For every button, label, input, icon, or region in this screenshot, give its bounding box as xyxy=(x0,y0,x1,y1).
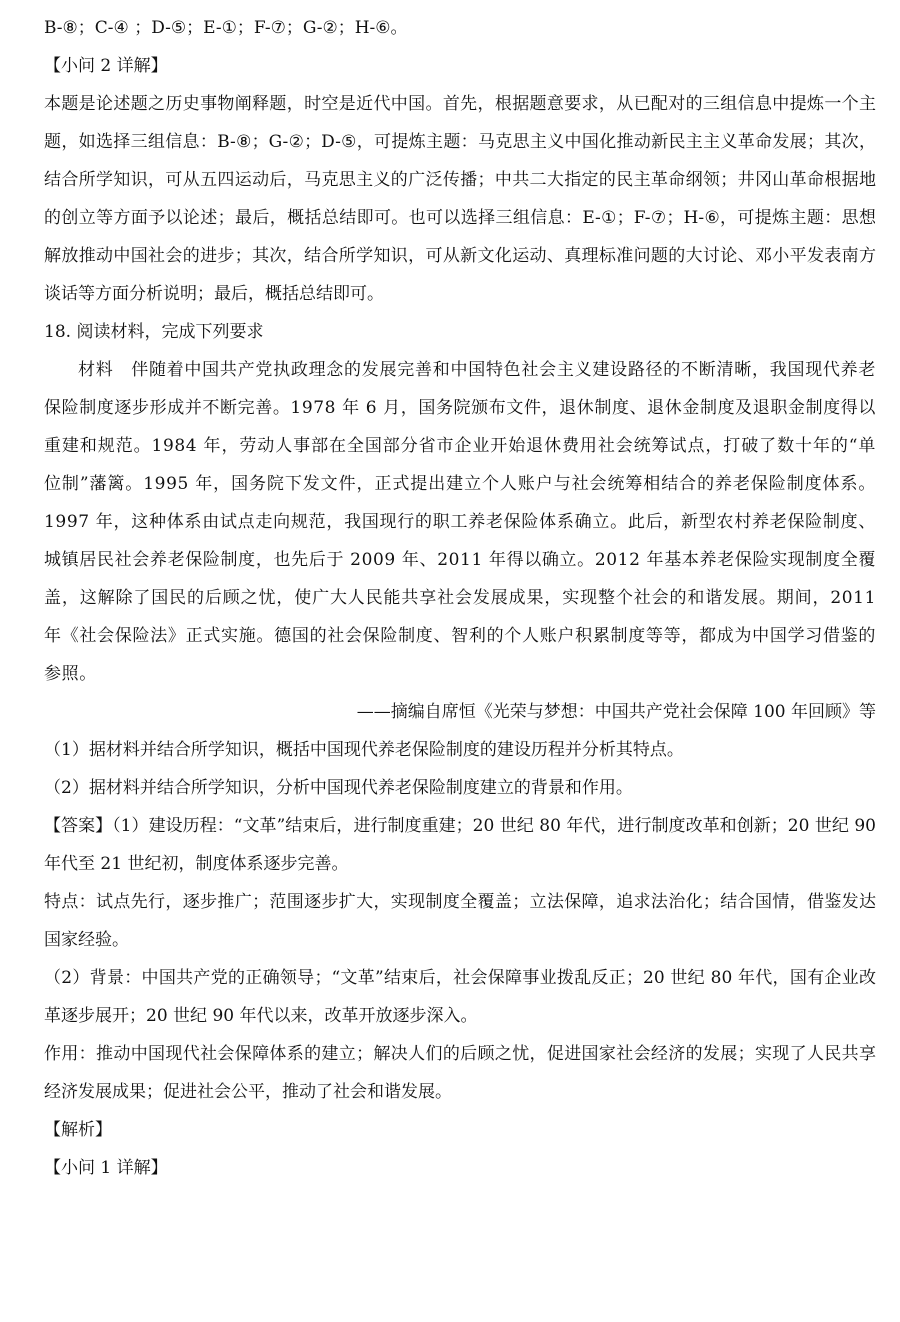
question-18-part-2: （2）据材料并结合所学知识，分析中国现代养老保险制度建立的背景和作用。 xyxy=(44,778,633,798)
document-page xyxy=(44,0,876,1187)
analysis-heading: 【解析】 xyxy=(44,1120,112,1140)
question-18-part-1: （1）据材料并结合所学知识，概括中国现代养老保险制度的建设历程并分析其特点。 xyxy=(44,740,684,760)
answer-effects: 作用：推动中国现代社会保障体系的建立；解决人们的后顾之忧，促进国家社会经济的发展；实现了人民共享经济发展成果；促进社会公平，推动了社会和谐发展。 xyxy=(44,1044,876,1102)
material-source: ——摘编自席恒《光荣与梦想：中国共产党社会保障 100 年回顾》等 xyxy=(356,702,876,722)
material-paragraph: 材料 伴随着中国共产党执政理念的发展完善和中国特色社会主义建设路径的不断清晰，我国现代养老保险制度逐步形成并不断完善。1978 年 6 月，国务院颁布文件，退休制度、退休金制度及退职金制度得以重建和规范。1984 年，劳动人事部在全国部分省市企业开始退休费用社会统筹试点，打破了数十年的“单位制”藩篱。1995 年，国务院下发文件，正式提出建立个人账户与社会统筹相结合的养老保险制度体系。1997 年，这种体系由试点走向规范，我国现行的职工养老保险体系确立。此后，新型农村养老保险制度、城镇居民社会养老保险制度，也先后于 2009 年、2011 年得以确立。2012 年基本养老保险实现制度全覆盖，这解除了国民的后顾之忧，使广大人民能共享社会发展成果，实现整个社会的和谐发展。期间，2011 年《社会保险法》正式实施。德国的社会保险制度、智利的个人账户积累制度等等，都成为中国学习借鉴的参照。 xyxy=(44,360,876,684)
answer-features: 特点：试点先行，逐步推广；范围逐步扩大，实现制度全覆盖；立法保障，追求法治化；结合国情，借鉴发达国家经验。 xyxy=(44,892,876,950)
q2-detail-paragraph: 本题是论述题之历史事物阐释题，时空是近代中国。首先，根据题意要求，从已配对的三组信息中提炼一个主题，如选择三组信息：B-⑧；G-②；D-⑤，可提炼主题：马克思主义中国化推动新民主主义革命发展；其次，结合所学知识，可从五四运动后，马克思主义的广泛传播；中共二大指定的民主革命纲领；井冈山革命根据地的创立等方面予以论述；最后，概括总结即可。也可以选择三组信息：E-①；F-⑦；H-⑥，可提炼主题：思想解放推动中国社会的进步；其次，结合所学知识，可从新文化运动、真理标准问题的大讨论、邓小平发表南方谈话等方面分析说明；最后，概括总结即可。 xyxy=(44,94,876,304)
previous-answer-line: B-⑧；C-④ ；D-⑤；E-①；F-⑦；G-②；H-⑥。 xyxy=(44,18,408,38)
answer-part-1: 【答案】（1）建设历程：“文革”结束后，进行制度重建；20 世纪 80 年代，进行制度改革和创新；20 世纪 90 年代至 21 世纪初，制度体系逐步完善。 xyxy=(44,816,876,874)
q1-detail-heading: 【小问 1 详解】 xyxy=(44,1158,168,1178)
answer-part-2: （2）背景：中国共产党的正确领导；“文革”结束后，社会保障事业拨乱反正；20 世纪 80 年代，国有企业改革逐步展开；20 世纪 90 年代以来，改革开放逐步深入。 xyxy=(44,968,876,1026)
question-18-title: 18. 阅读材料，完成下列要求 xyxy=(44,322,264,342)
q2-detail-heading: 【小问 2 详解】 xyxy=(44,56,168,76)
